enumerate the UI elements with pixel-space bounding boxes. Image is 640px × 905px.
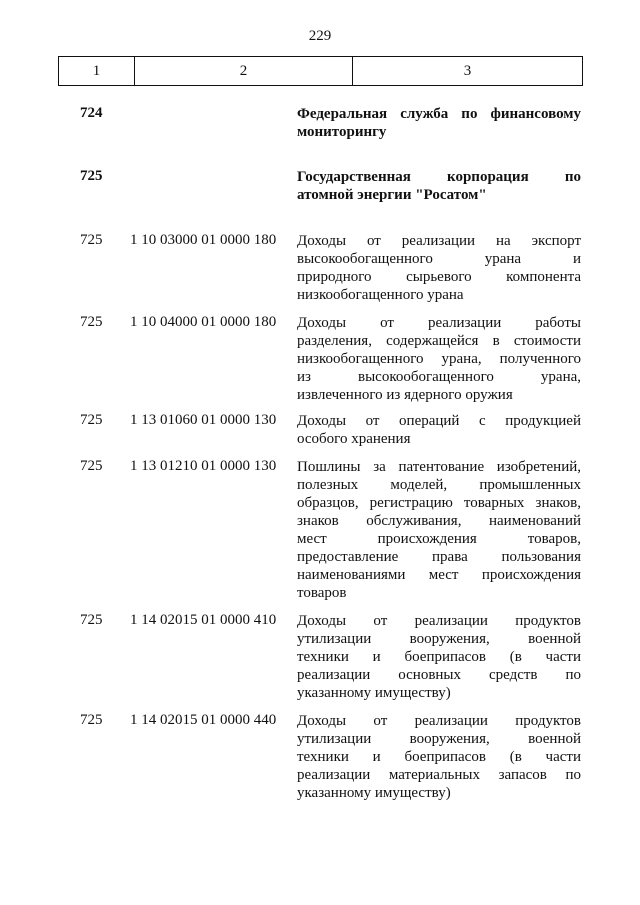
admin-code: 725	[80, 168, 103, 184]
description-line: полезных моделей, промышленных	[297, 477, 581, 493]
description-line: Доходы от операций с продукцией	[297, 413, 581, 429]
description-line: Доходы от реализации продуктов	[297, 713, 581, 729]
description-line: Пошлины за патентование изобретений,	[297, 459, 581, 475]
table-header	[58, 56, 583, 86]
description-line: техники и боеприпасов (в части	[297, 749, 581, 765]
description-line: особого хранения	[297, 431, 411, 447]
description-line: Доходы от реализации продуктов	[297, 613, 581, 629]
description-line: утилизации вооружения, военной	[297, 731, 581, 747]
description	[297, 712, 581, 802]
description-line: знаков обслуживания, наименований	[297, 513, 581, 529]
header-col-1: 1	[59, 57, 135, 85]
admin-code: 725	[80, 712, 103, 728]
description-line: реализации основных средств по	[297, 667, 581, 683]
description-line: природного сырьевого компонента	[297, 269, 581, 285]
description-line: атомной энергии "Росатом"	[297, 187, 487, 203]
description-line: техники и боеприпасов (в части	[297, 649, 581, 665]
admin-code: 725	[80, 612, 103, 628]
income-code: 1 10 03000 01 0000 180	[130, 232, 277, 248]
description-line: низкообогащенного урана, полученного	[297, 351, 581, 367]
description-line: разделения, содержащейся в стоимости	[297, 333, 581, 349]
description-line: утилизации вооружения, военной	[297, 631, 581, 647]
description-line: товаров	[297, 585, 347, 601]
page-number: 229	[308, 28, 332, 44]
header-col-3: 3	[463, 62, 472, 79]
description-line: указанному имуществу)	[297, 685, 451, 701]
description-line: Федеральная служба по финансовому	[297, 106, 581, 122]
description-line: предоставление права пользования	[297, 549, 581, 565]
admin-code: 725	[80, 314, 103, 330]
description	[297, 412, 581, 448]
admin-code: 725	[80, 232, 103, 248]
description-line: Доходы от реализации на экспорт	[297, 233, 581, 249]
description-line: низкообогащенного урана	[297, 287, 464, 303]
description-line: мониторингу	[297, 124, 387, 140]
description	[297, 105, 581, 141]
income-code: 1 14 02015 01 0000 410	[130, 612, 277, 628]
description-line: мест происхождения товаров,	[297, 531, 581, 547]
description-line: из высокообогащенного урана,	[297, 369, 581, 385]
description-line: Доходы от реализации работы	[297, 315, 581, 331]
description	[297, 232, 581, 304]
description	[297, 612, 581, 702]
income-code: 1 13 01060 01 0000 130	[130, 412, 277, 428]
header-col-2: 2	[135, 57, 353, 85]
admin-code: 725	[80, 458, 103, 474]
description	[297, 314, 581, 404]
income-code: 1 10 04000 01 0000 180	[130, 314, 277, 330]
description-line: извлеченного из ядерного оружия	[297, 387, 513, 403]
description-line: реализации материальных запасов по	[297, 767, 581, 783]
description-line: наименованиями мест происхождения	[297, 567, 581, 583]
description-line: образцов, регистрацию товарных знаков,	[297, 495, 581, 511]
income-code: 1 14 02015 01 0000 440	[130, 712, 277, 728]
description	[297, 458, 581, 602]
description-line: высокообогащенного урана и	[297, 251, 581, 267]
admin-code: 725	[80, 412, 103, 428]
admin-code: 724	[80, 105, 103, 121]
description	[297, 168, 581, 204]
income-code: 1 13 01210 01 0000 130	[130, 458, 277, 474]
description-line: Государственная корпорация по	[297, 169, 581, 185]
description-line: указанному имуществу)	[297, 785, 451, 801]
